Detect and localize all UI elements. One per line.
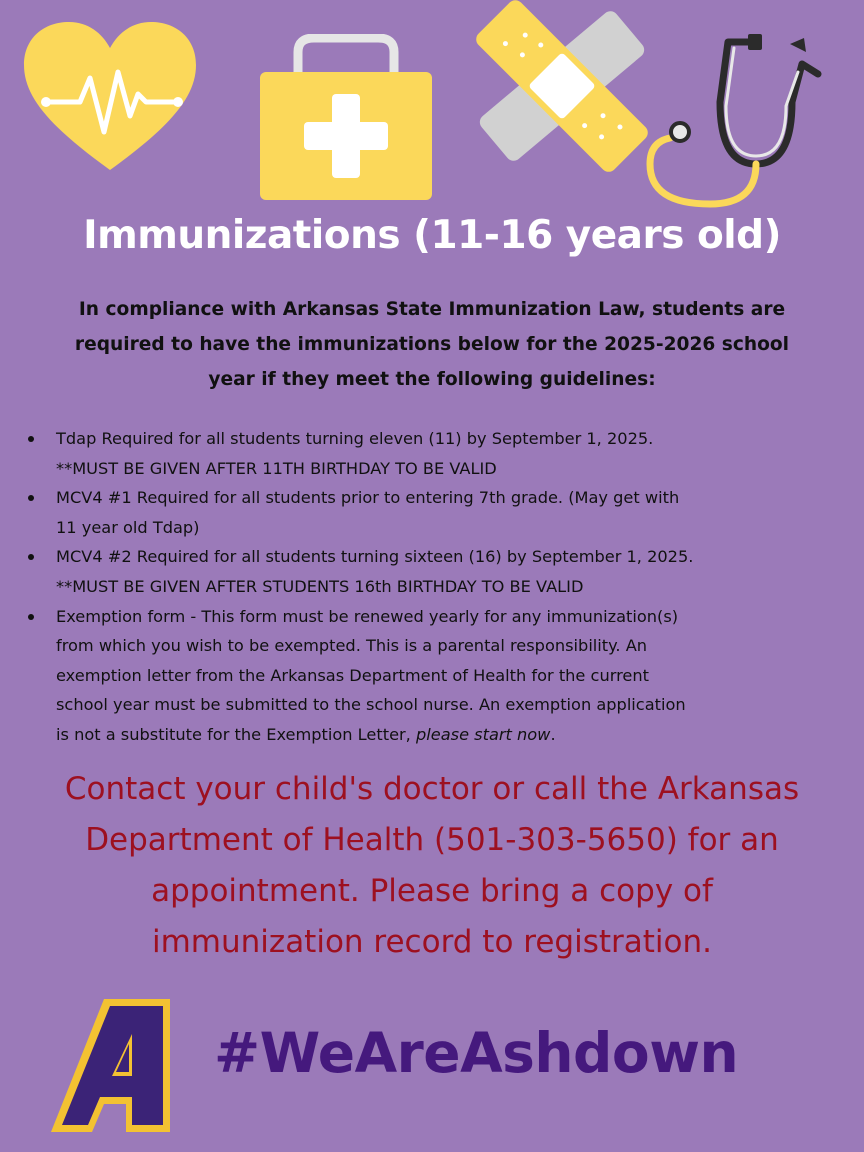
requirement-last-line bbox=[56, 720, 846, 750]
requirement-exemption bbox=[22, 602, 846, 750]
intro-line: required to have the immunizations below for the 2025-2026 school bbox=[74, 334, 790, 355]
school-hashtag: #WeAreAshdown bbox=[214, 1021, 739, 1085]
contact-line: appointment. Please bring a copy of bbox=[151, 873, 713, 909]
contact-line: Department of Health (501-303-5650) for an bbox=[85, 822, 779, 858]
bandage-icon bbox=[470, 0, 655, 175]
first-aid-kit-icon bbox=[258, 34, 434, 202]
header-icons bbox=[0, 0, 864, 215]
requirements-list bbox=[22, 424, 846, 750]
requirement-line: **MUST BE GIVEN AFTER 11TH BIRTHDAY TO BE VALID bbox=[56, 458, 497, 478]
requirement-line: **MUST BE GIVEN AFTER STUDENTS 16th BIRTHDAY TO BE VALID bbox=[56, 576, 584, 596]
contact-message bbox=[0, 764, 864, 968]
requirement-line: Tdap Required for all students turning eleven (11) by September 1, 2025. bbox=[56, 429, 654, 448]
compliance-intro bbox=[22, 292, 842, 397]
intro-line: year if they meet the following guidelines: bbox=[208, 369, 656, 390]
page-title: Immunizations (11-16 years old) bbox=[83, 213, 781, 258]
contact-line: immunization record to registration. bbox=[152, 924, 712, 960]
stethoscope-icon bbox=[640, 24, 830, 210]
heart-pulse-icon bbox=[22, 20, 198, 176]
requirement-mcv4-1 bbox=[22, 483, 846, 542]
requirement-line-suffix: . bbox=[550, 724, 556, 744]
requirement-mcv4-2 bbox=[22, 542, 846, 601]
requirement-line: MCV4 #2 Required for all students turning sixteen (16) by September 1, 2025. bbox=[56, 547, 694, 567]
requirement-line: MCV4 #1 Required for all students prior to entering 7th grade. (May get with bbox=[56, 488, 680, 508]
contact-line: Contact your child's doctor or call the Arkansas bbox=[64, 771, 800, 807]
requirement-line: exemption letter from the Arkansas Department of Health for the current bbox=[56, 665, 649, 685]
requirement-line: from which you wish to be exempted. This is a parental responsibility. An bbox=[56, 636, 648, 656]
requirement-line: school year must be submitted to the school nurse. An exemption application bbox=[56, 695, 686, 715]
requirement-line: 11 year old Tdap) bbox=[56, 517, 200, 537]
requirement-tdap bbox=[22, 424, 846, 483]
ashdown-a-logo bbox=[48, 996, 178, 1136]
requirement-line-prefix: is not a substitute for the Exemption Letter, bbox=[56, 724, 416, 744]
intro-line: In compliance with Arkansas State Immunization Law, students are bbox=[78, 299, 786, 320]
requirement-line: Exemption form - This form must be renewed yearly for any immunization(s) bbox=[56, 606, 679, 626]
please-start-now-emphasis: please start now bbox=[415, 724, 551, 744]
